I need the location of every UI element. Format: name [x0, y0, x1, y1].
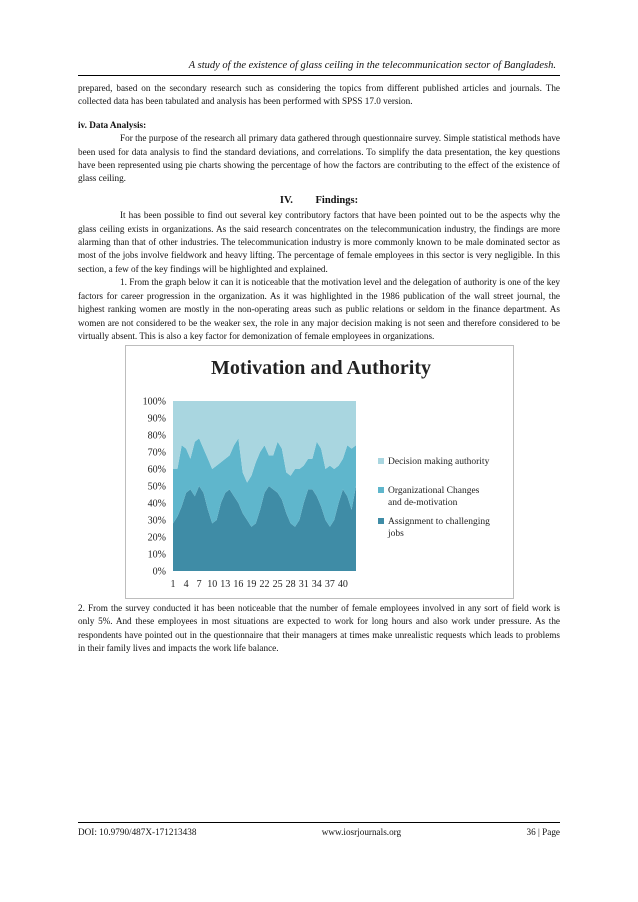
page-footer — [78, 822, 560, 837]
article-body — [78, 82, 560, 343]
footer-doi: DOI: 10.9790/487X-171213438 — [78, 827, 197, 837]
legend-label: and de-motivation — [388, 498, 458, 508]
x-tick-label: 28 — [285, 579, 296, 590]
after-chart-text — [78, 602, 560, 656]
y-tick-label: 50% — [147, 481, 166, 493]
x-tick-label: 4 — [183, 579, 189, 590]
legend-label: Assignment to challenging — [388, 517, 490, 527]
legend — [378, 457, 490, 539]
x-tick-label: 16 — [233, 579, 244, 590]
x-tick-label: 31 — [298, 579, 309, 590]
y-tick-label: 40% — [147, 498, 166, 510]
section-heading — [78, 194, 560, 207]
legend-label: Organizational Changes — [388, 486, 480, 496]
section-title: Findings: — [315, 194, 359, 206]
legend-swatch — [378, 487, 384, 493]
y-tick-label: 0% — [152, 566, 166, 578]
x-tick-label: 19 — [246, 579, 257, 590]
x-tick-label: 34 — [311, 579, 322, 590]
x-axis — [171, 579, 348, 590]
y-tick-label: 90% — [147, 413, 166, 425]
y-tick-label: 60% — [147, 464, 166, 476]
running-title: A study of the existence of glass ceiling in the telecommunication sector of Bangladesh. — [188, 60, 556, 71]
y-tick-label: 20% — [147, 532, 166, 544]
legend-label: Decision making authority — [388, 457, 490, 467]
y-tick-label: 100% — [142, 396, 166, 408]
data-analysis-paragraph: For the purpose of the research all primary data gathered through questionnaire survey. Simple statistical methods have been used for data analysis to find the standard deviations, and correlations. To simplify the data presentation, the key questions have been represented using pie charts showing the percentage of how the factors are contributing to the effect of the existence of glass ceiling. — [78, 133, 560, 184]
legend-swatch — [378, 458, 384, 464]
running-header — [78, 59, 560, 76]
y-tick-label: 30% — [147, 515, 166, 527]
x-tick-label: 22 — [259, 579, 270, 590]
x-tick-label: 25 — [272, 579, 283, 590]
x-tick-label: 10 — [207, 579, 218, 590]
footer-page-number: 36 | Page — [526, 827, 560, 837]
plot-area — [173, 401, 356, 571]
legend-label: jobs — [388, 529, 404, 539]
findings-paragraph-3: 2. From the survey conducted it has been noticeable that the number of female employees involved in any sort of field work is only 5%. And these employees in most situations are expected to work for long hours and also work under pressure. As the respondents have pointed out in the questionnaire that their managers at times make unrealistic requests which leads to problems in their family lives and impacts the work life balance. — [78, 603, 560, 654]
subsection-heading: iv. Data Analysis: — [78, 119, 147, 130]
chart-title: Motivation and Authority — [210, 357, 432, 379]
legend-swatch — [378, 518, 384, 524]
y-tick-label: 80% — [147, 430, 166, 442]
findings-paragraph-1: It has been possible to find out several key contributory factors that have been pointed out to be the aspects why the glass ceiling exists in organizations. As the said research concentrates on the telecommunication industry, the findings are more alarming than that of other industries. The telecommunication industry is more commonly known to be male dominated sector as most of the jobs involve fieldwork and heavy lifting. The percentage of female employees in this sector is very negligible. In this section, a few of the key findings will be highlighted and explained. — [78, 210, 560, 274]
x-tick-label: 1 — [170, 579, 176, 590]
x-tick-label: 13 — [220, 579, 231, 590]
chart-container — [125, 345, 514, 599]
area-chart — [126, 346, 513, 598]
y-tick-label: 10% — [147, 549, 166, 561]
x-tick-label: 37 — [324, 579, 335, 590]
section-number: IV. — [279, 194, 293, 206]
y-axis — [143, 397, 166, 578]
footer-website: www.iosrjournals.org — [321, 827, 402, 837]
y-tick-label: 70% — [147, 447, 166, 459]
findings-paragraph-2: 1. From the graph below it can it is noticeable that the motivation level and the delegation of authority is one of the key factors for career progression in the organization. As it was highlighted in the 1986 publication of the wall street journal, the highest ranking women are mostly in the non-operating areas such as public relations or seldom in the finance department. As women are not considered to be the weaker sex, the role in any major decision making is not seen and therefore considered to be virtually absent. This is also a key factor for demonization of female employees in organizations. — [78, 277, 560, 341]
x-tick-label: 40 — [337, 579, 348, 590]
intro-paragraph: prepared, based on the secondary research such as considering the topics from different published articles and journals. The collected data has been tabulated and analysis has been performed with SPSS 17.0 version. — [78, 83, 560, 107]
x-tick-label: 7 — [196, 579, 202, 590]
